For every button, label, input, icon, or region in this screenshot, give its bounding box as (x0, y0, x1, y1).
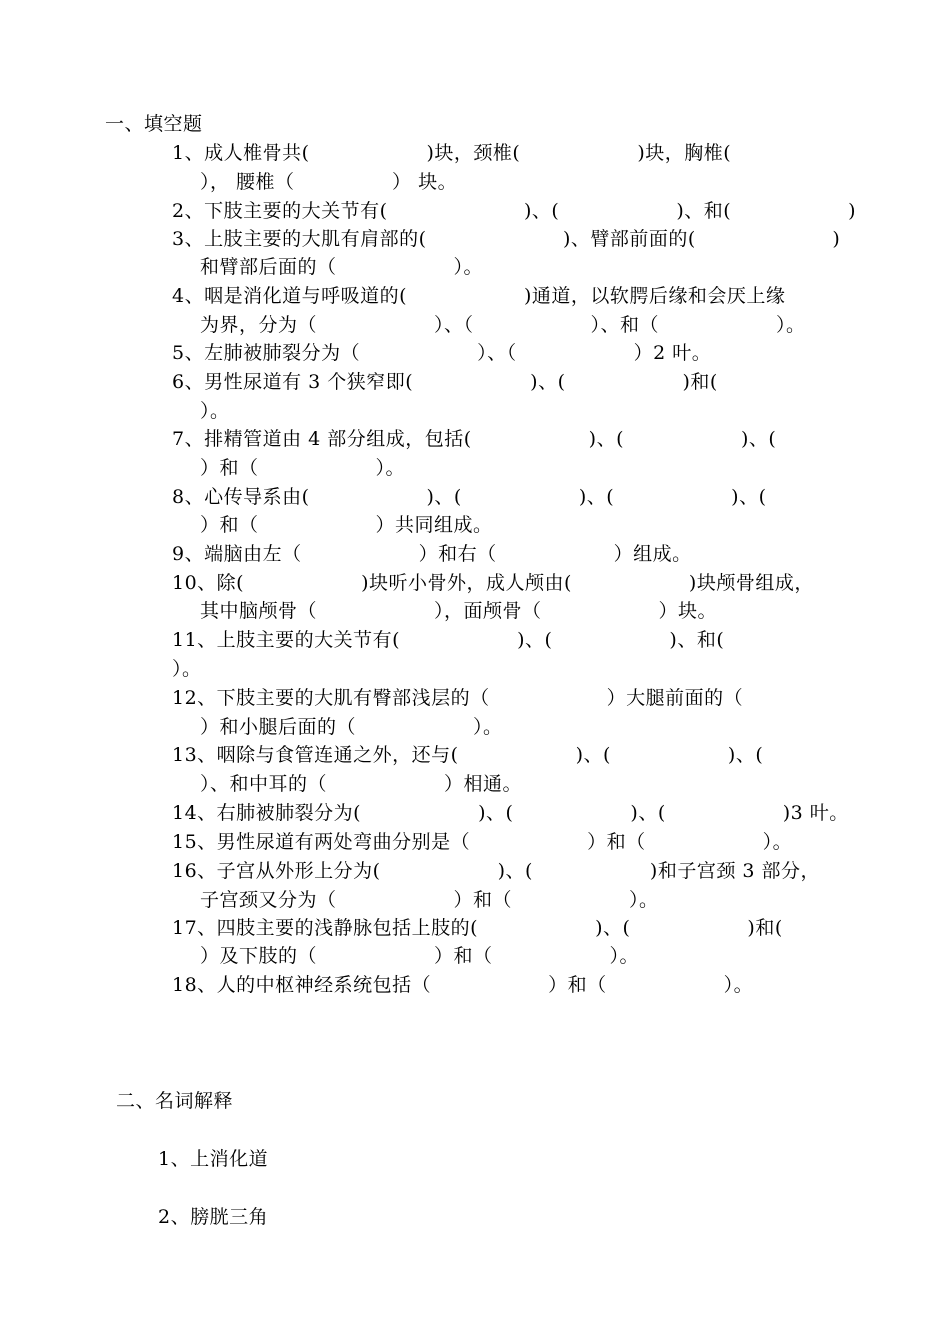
q7-line1: 7、排精管道由 4 部分组成，包括( )、( )、( (172, 428, 777, 450)
q4-line1: 4、咽是消化道与呼吸道的( )通道，以软腭后缘和会厌上缘 (172, 285, 786, 307)
q17-line2: ）及下肢的（ ）和（ ）。 (200, 945, 640, 967)
q3-line1: 3、上肢主要的大肌有肩部的( )、臂部前面的( ) (172, 228, 841, 250)
section-2-title: 二、名词解释 (116, 1090, 234, 1112)
q9-line1: 9、端脑由左（ ）和右（ ）组成。 (172, 543, 692, 565)
q16-line2: 子宫颈又分为（ ）和（ ）。 (200, 889, 659, 911)
q8-line2: ）和（ ）共同组成。 (200, 514, 493, 536)
q13-line2: ）、和中耳的（ ）相通。 (200, 773, 523, 795)
q15-line1: 15、男性尿道有两处弯曲分别是（ ）和（ ）。 (172, 831, 793, 853)
q5-line1: 5、左肺被肺裂分为（ ）、（ ）2 叶。 (172, 342, 712, 364)
q4-line2: 为界，分为（ ）、（ ）、和（ ）。 (200, 314, 806, 336)
q10-line1: 10、除( )块听小骨外，成人颅由( )块颅骨组成， (172, 572, 814, 594)
section-1-title: 一、填空题 (105, 113, 203, 135)
q11-line1: 11、上肢主要的大关节有( )、( )、和( (172, 629, 725, 651)
q16-line1: 16、子宫从外形上分为( )、( )和子宫颈 3 部分， (172, 860, 820, 882)
q10-line2: 其中脑颅骨（ ），面颅骨（ ）块。 (200, 600, 718, 622)
q11-line2: ）。 (172, 658, 202, 680)
term-2: 2、膀胱三角 (158, 1206, 269, 1228)
q6-line2: ）。 (200, 400, 230, 422)
q12-line1: 12、下肢主要的大肌有臀部浅层的（ ）大腿前面的（ (172, 687, 744, 709)
q1-line2: ）， 腰椎（ ） 块。 (200, 171, 458, 193)
q12-line2: ）和小腿后面的（ ）。 (200, 716, 503, 738)
q1-line1: 1、成人椎骨共( )块，颈椎( )块，胸椎( (172, 142, 732, 164)
q14-line1: 14、右肺被肺裂分为( )、( )、( )3 叶。 (172, 802, 849, 824)
term-1: 1、上消化道 (158, 1148, 269, 1170)
q7-line2: ）和（ ）。 (200, 457, 406, 479)
q3-line2: 和臂部后面的（ ）。 (200, 256, 484, 278)
q8-line1: 8、心传导系由( )、( )、( )、( (172, 486, 767, 508)
q18-line1: 18、人的中枢神经系统包括（ ）和（ ）。 (172, 974, 754, 996)
q2-line1: 2、下肢主要的大关节有( )、( )、和( ) (172, 200, 857, 222)
q6-line1: 6、男性尿道有 3 个狭窄即( )、( )和( (172, 371, 718, 393)
q17-line1: 17、四肢主要的浅静脉包括上肢的( )、( )和( (172, 917, 783, 939)
q13-line1: 13、咽除与食管连通之外，还与( )、( )、( (172, 744, 764, 766)
